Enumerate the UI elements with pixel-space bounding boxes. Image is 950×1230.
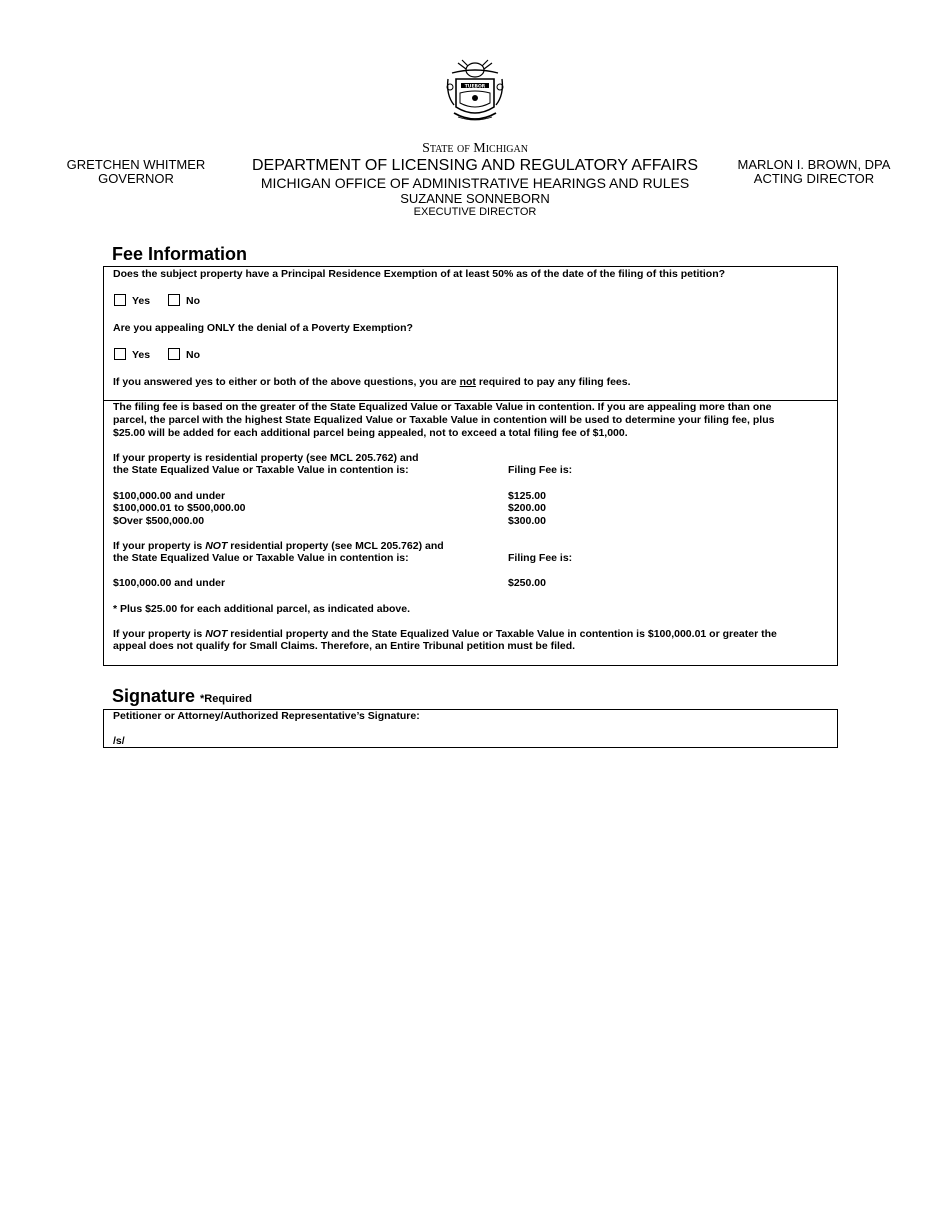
director-block [730, 158, 898, 186]
q1-yes-option[interactable] [114, 294, 150, 308]
nonresidential-fee-amount: $250.00 [508, 577, 546, 589]
nonresidential-intro-line-2: the State Equalized Value or Taxable Value in contention is: [113, 552, 409, 564]
q2-yes-option[interactable] [114, 348, 150, 362]
q2-yes-label: Yes [132, 349, 151, 361]
office-name: MICHIGAN OFFICE OF ADMINISTRATIVE HEARINGS AND RULES [260, 175, 690, 191]
fee-basis-line-3: $25.00 will be added for each additional parcel being appealed, not to exceed a total filing fee of $1,000. [113, 427, 628, 439]
exemption-questions-box [103, 266, 838, 401]
department-name: DEPARTMENT OF LICENSING AND REGULATORY AFFAIRS [251, 157, 699, 174]
residential-filing-fee-header: Filing Fee is: [508, 464, 573, 476]
signature-label: Petitioner or Attorney/Authorized Representative’s Signature: [113, 710, 420, 722]
filing-fee-box [103, 400, 838, 666]
director-name: MARLON I. BROWN, DPA [737, 157, 891, 172]
q2-yes-checkbox[interactable] [114, 348, 126, 360]
nonresidential-filing-fee-header: Filing Fee is: [508, 552, 573, 564]
small-claims-note-line-2: appeal does not qualify for Small Claims. Therefore, an Entire Tribunal petition must be filed. [113, 640, 576, 652]
fee-information-title: Fee Information [112, 244, 248, 264]
governor-name: GRETCHEN WHITMER [66, 157, 206, 172]
q2-no-option[interactable] [168, 348, 200, 362]
residential-intro-line-1: If your property is residential property (see MCL 205.762) and [113, 452, 419, 464]
small-claims-note-line-1: If your property is NOT residential property and the State Equalized Value or Taxable Value in contention is $100,000.01 or greater the [113, 628, 777, 640]
q1-no-label: No [186, 295, 200, 307]
q1-no-checkbox[interactable] [168, 294, 180, 306]
nonresidential-intro-line-1: If your property is NOT residential property (see MCL 205.762) and [113, 540, 444, 552]
state-name: State of Michigan [422, 141, 528, 156]
agency-block [240, 141, 710, 219]
signature-value[interactable]: /s/ [113, 735, 125, 747]
fee-row-range: $Over $500,000.00 [113, 515, 205, 527]
fee-row-amount: $300.00 [508, 515, 546, 527]
michigan-seal-logo [444, 57, 506, 125]
no-fee-note: If you answered yes to either or both of the above questions, you are not required to pay any filing fees. [113, 376, 631, 388]
q1-yes-checkbox[interactable] [114, 294, 126, 306]
additional-parcel-note: * Plus $25.00 for each additional parcel, as indicated above. [113, 603, 411, 615]
signature-title: Signature *Required [112, 686, 252, 706]
governor-title: GOVERNOR [98, 171, 174, 186]
q2-no-label: No [186, 349, 200, 361]
question-principal-residence: Does the subject property have a Principal Residence Exemption of at least 50% as of the date of the filing of this petition? [113, 268, 726, 280]
fee-basis-line-2: parcel, the parcel with the highest State Equalized Value or Taxable Value in contention will be used to determine your filing fee, plus [113, 414, 775, 426]
q2-no-checkbox[interactable] [168, 348, 180, 360]
svg-text:TUEBOR: TUEBOR [464, 84, 486, 90]
fee-row-amount: $200.00 [508, 502, 546, 514]
signature-box[interactable] [103, 709, 838, 748]
nonresidential-fee-range: $100,000.00 and under [113, 577, 226, 589]
executive-director-title: EXECUTIVE DIRECTOR [413, 206, 537, 218]
fee-row-range: $100,000.01 to $500,000.00 [113, 502, 246, 514]
fee-row-range: $100,000.00 and under [113, 490, 226, 502]
question-poverty-exemption: Are you appealing ONLY the denial of a Poverty Exemption? [113, 322, 413, 334]
q1-no-option[interactable] [168, 294, 200, 308]
required-marker: *Required [200, 693, 252, 705]
residential-intro-line-2: the State Equalized Value or Taxable Value in contention is: [113, 464, 409, 476]
q1-yes-label: Yes [132, 295, 151, 307]
governor-block [60, 158, 212, 186]
executive-director-name: SUZANNE SONNEBORN [400, 191, 550, 206]
fee-basis-line-1: The filing fee is based on the greater of the State Equalized Value or Taxable Value in contention. If you are appealing more than one [113, 401, 772, 413]
director-title: ACTING DIRECTOR [753, 171, 875, 186]
fee-row-amount: $125.00 [508, 490, 546, 502]
